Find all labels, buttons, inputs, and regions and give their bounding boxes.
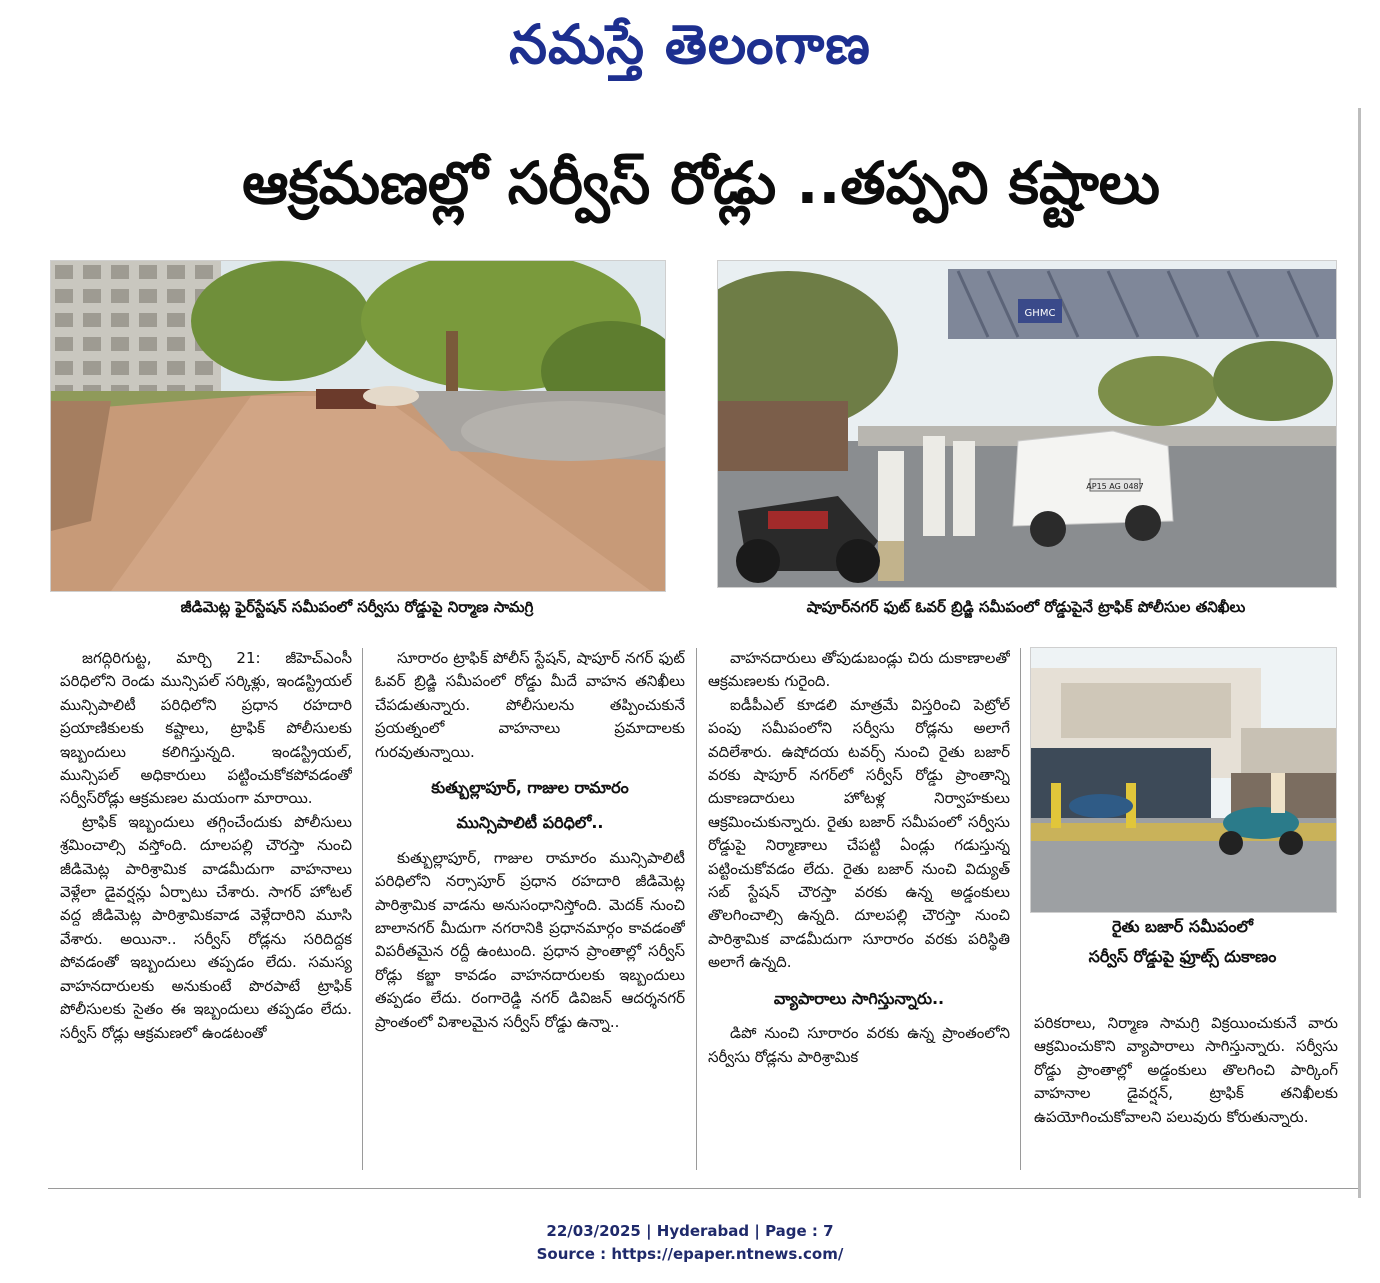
article-paragraph: సూరారం ట్రాఫిక్ పోలీస్ స్టేషన్, షాపూర్ నగర్ ఫుట్ ఓవర్ బ్రిడ్జి సమీపంలో రోడ్డు మీదే వాహన తనిఖీలు చేపడుతున్నారు. పోలీసులను తప్పించుకునే ప్రయత్నంలో వాహనాలు ప్రమాదాలకు గురవుతున్నాయి. [375, 649, 685, 761]
photo-service-road-construction-material [50, 260, 666, 592]
article-subheading: వ్యాపారాలు సాగిస్తున్నారు.. [773, 988, 945, 1008]
column-divider [1020, 648, 1021, 1170]
left-photo-caption: జీడిమెట్ల ఫైర్‌స్టేషన్ సమీపంలో సర్వీసు రోడ్డుపై నిర్మాణ సామగ్రి [180, 598, 534, 616]
article-paragraph: పరికరాలు, నిర్మాణ సామగ్రి విక్రయించుకునే వారు ఆక్రమించుకొని వ్యాపారాలు సాగిస్తున్నారు. సర్వీసు రోడ్డు ప్రాంతాల్లో అడ్డంకులు తొలగించి పార్కింగ్ వాహనాల డైవర్షన్, ట్రాఫిక్ తనిఖీలకు ఉపయోగించుకోవాలని పలువురు కోరుతున్నారు. [1034, 1014, 1338, 1126]
article-paragraph: ట్రాఫిక్ ఇబ్బందులు తగ్గించేందుకు పోలీసులు శ్రమించాల్సి వస్తోంది. దూలపల్లి చౌరస్తా నుంచి జీడిమెట్ల పారిశ్రామిక వాడమీదుగా వాహనాలు వెళ్లేలా డైవర్షన్లు ఏర్పాటు చేశారు. సాగర్ హోటల్ వద్ద జీడిమెట్ల పారిశ్రామికవాడ వెళ్లేదారిని మూసి వేశారు. అయినా.. సర్వీస్ రోడ్లను సరిదిద్దక పోవడంతో ఇబ్బందులు తప్పడం లేదు. సమస్య వాహనదారులకు అనుకుంటే పొరపాటే ట్రాఫిక్ పోలీసులకు సైతం ఈ ఇబ్బందులు తప్పడం లేదు. సర్వీస్ రోడ్లు ఆక్రమణలో ఉండటంతో [60, 812, 352, 1042]
article-paragraph: కుత్బుల్లాపూర్, గాజుల రామారం మున్సిపాలిటీ పరిధిలోని నర్సాపూర్ ప్రధాన రహదారి జీడిమెట్ల పారిశ్రామిక వాడను అనుసంధానిస్తోంది. మెదక్ నుంచి బాలానగర్ మీదుగా నగరానికి ప్రధానమార్గం కావడంతో విపరీతమైన రద్దీ ఉంటుంది. ప్రధాన ప్రాంతాల్లో సర్వీస్ రోడ్లు కబ్జా కావడం వాహనదారులకు ఇబ్బందులు తప్పడం లేదు. రంగారెడ్డి నగర్ డివిజన్ ఆదర్శనగర్ ప్రాంతంలో విశాలమైన సర్వీస్ రోడ్డు ఉన్నా.. [375, 848, 685, 1031]
photo-fruit-shop-service-road [1030, 647, 1337, 913]
inset-photo-caption-line1: రైతు బజార్ సమీపంలో [1112, 917, 1253, 936]
footer-date-edition-page: 22/03/2025 | Hyderabad | Page : 7 [546, 1222, 834, 1240]
article-column-2 [375, 647, 685, 1177]
article-subheading: మున్సిపాలిటీ పరిధిలో.. [456, 813, 604, 833]
article-subheading: కుత్బుల్లాపూర్, గాజుల రామారం [431, 778, 629, 798]
right-photo-caption: షాపూర్‌నగర్ ఫుట్ ఓవర్ బ్రిడ్జి సమీపంలో రోడ్డుపైనే ట్రాఫిక్ పోలీసుల తనిఖీలు [806, 598, 1246, 616]
article-bottom-rule [48, 1188, 1358, 1189]
article-paragraph: జగద్గిరిగుట్ట, మార్చి 21: జీహెచ్‌ఎంసీ పరిధిలోని రెండు మున్సిపల్ సర్కిళ్లు, ఇండస్ట్రియల్ మున్సిపాలిటీ పరిధిలోని ప్రధాన రహదారి ప్రయాణికులకు కష్టాలు, ట్రాఫిక్ పోలీసులకు ఇబ్బందులు కలిగిస్తున్నది. ఇండస్ట్రియల్, మున్సిపల్ అధికారులు పట్టించుకోకపోవడంతో సర్వీస్‌రోడ్లు ఆక్రమణల మయంగా మారాయి. [60, 649, 352, 808]
article-paragraph: వాహనదారులు తోపుడుబండ్లు చిరు దుకాణాలతో ఆక్రమణలకు గురైంది. [708, 649, 1010, 691]
article-paragraph: డిపో నుంచి సూరారం వరకు ఉన్న ప్రాంతంలోని సర్వీసు రోడ్లను పారిశ్రామిక [708, 1024, 1010, 1066]
article-column-3 [708, 647, 1010, 1177]
article-paragraph: ఐడీపీఎల్ కూడలి మాత్రమే విస్తరించి పెట్రోల్ పంపు సమీపంలోని సర్వీసు రోడ్లను అలాగే వదిలేశారు. ఉషోదయ టవర్స్ నుంచి రైతు బజార్ వరకు షాపూర్ నగర్‌లో సర్వీస్ రోడ్డు ప్రాంతాన్ని దుకాణదారులు హోటళ్ల నిర్వాహకులు ఆక్రమించుకున్నారు. రైతు బజార్ సమీపంలో సర్వీసు రోడ్డుపై నిర్మాణాలు చేపట్టి ఏండ్లు గడుస్తున్న పట్టించుకోవడం లేదు. రైతు బజార్ నుంచి విద్యుత్ సబ్ స్టేషన్ చౌరస్తా వరకు ఉన్న అడ్డంకులు తొలగించాల్సి ఉన్నది. దూలపల్లి చౌరస్తా నుంచి పారిశ్రామిక వాడమీదుగా సూరారం వరకు పరిస్థితి అలాగే ఉన్నది. [708, 695, 1010, 972]
bridge-sign-text: GHMC [1024, 308, 1056, 319]
inset-photo-caption-line2: సర్వీస్ రోడ్డుపై ఫ్రూట్స్ దుకాణం [1088, 947, 1277, 966]
newspaper-masthead: నమస్తే తెలంగాణ [509, 12, 871, 76]
footer-source-url[interactable]: Source : https://epaper.ntnews.com/ [536, 1245, 844, 1263]
photo-foot-over-bridge-traffic-police [717, 260, 1337, 588]
article-headline: ఆక్రమణల్లో సర్వీస్ రోడ్లు ..తప్పని కష్టాలు [242, 149, 1160, 217]
column-divider [696, 648, 697, 1170]
column-divider [362, 648, 363, 1170]
article-column-4 [1034, 1012, 1338, 1177]
article-column-1 [60, 647, 352, 1177]
car-plate-text: AP15 AG 0487 [1086, 482, 1144, 491]
